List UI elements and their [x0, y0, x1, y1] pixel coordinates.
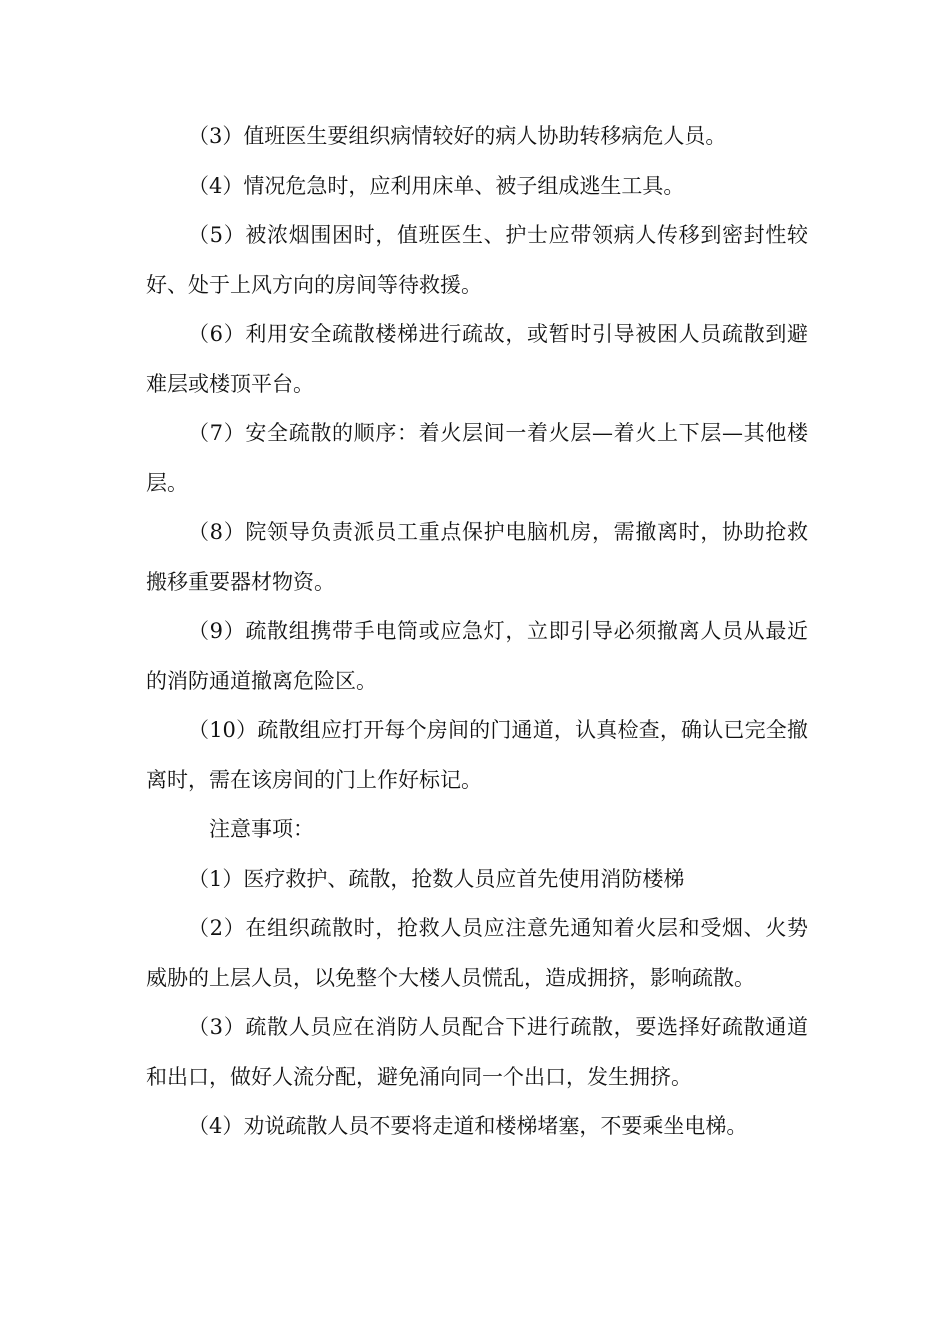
note-1: （1）医疗救护、疏散，抢数人员应首先使用消防楼梯	[188, 866, 685, 891]
note-3: （3）疏散人员应在消防人员配合下进行疏散，要选择好疏散通道和出口，做好人流分配，避免涌向同一个出口，发生拥挤。	[146, 1015, 808, 1089]
note-2: （2）在组织疏散时，抢救人员应注意先通知着火层和受烟、火势威胁的上层人员，以免整个大楼人员慌乱，造成拥挤，影响疏散。	[146, 916, 808, 990]
paragraph-10: （10）疏散组应打开每个房间的门通道，认真检查，确认已完全撤离时，需在该房间的门上作好标记。	[146, 718, 808, 792]
note-4: （4）劝说疏散人员不要将走道和楼梯堵塞，不要乘坐电梯。	[188, 1114, 748, 1138]
paragraph-9: （9）疏散组携带手电筒或应急灯，立即引导必须撤离人员从最近的消防通道撤离危险区。	[146, 619, 808, 693]
paragraph-5: （5）被浓烟围困时，值班医生、护士应带领病人传移到密封性较好、处于上风方向的房间等待救援。	[146, 223, 808, 297]
paragraph-7: （7）安全疏散的顺序：着火层间一着火层—着火上下层—其他楼层。	[146, 421, 808, 495]
paragraph-4: （4）情况危急时，应利用床单、被子组成逃生工具。	[188, 173, 685, 198]
notes-heading: 注意事项：	[209, 817, 314, 841]
paragraph-6: （6）利用安全疏散楼梯进行疏故，或暂时引导被困人员疏散到避难层或楼顶平台。	[146, 322, 808, 396]
document-body	[146, 112, 808, 1152]
paragraph-8: （8）院领导负责派员工重点保护电脑机房，需撤离时，协助抢救搬移重要器材物资。	[146, 520, 808, 594]
paragraph-3: （3）值班医生要组织病情较好的病人协助转移病危人员。	[188, 124, 727, 148]
